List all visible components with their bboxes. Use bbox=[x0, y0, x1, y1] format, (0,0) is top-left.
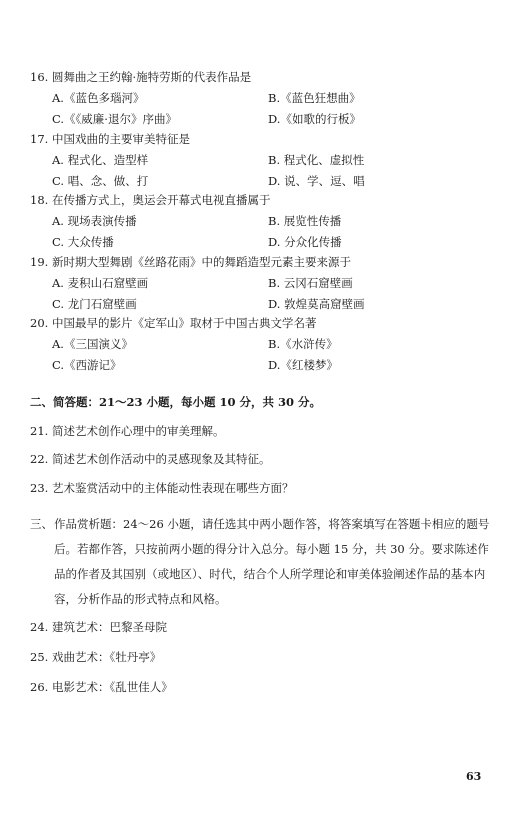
question-text: 中国戏曲的主要审美特征是 bbox=[51, 132, 190, 146]
option-c: C. 龙门石窟壁画 bbox=[52, 297, 137, 311]
option-b: B. 展览性传播 bbox=[268, 214, 342, 228]
page-number: 63 bbox=[466, 770, 482, 783]
question-stem bbox=[30, 131, 190, 147]
section-instructions: 作品赏析题：24～26 小题，请任选其中两小题作答，将答案填写在答题卡相应的题号后。若都作答，只按前两小题的得分计入总分。每小题 15 分，共 30 分。要求陈述作品的作者及其国别（或地区）、时代，结合个人所学理论和审美体验阐述作品的基本内容，分析作品的形式特点和风格。 bbox=[54, 517, 490, 606]
question-stem bbox=[30, 69, 251, 85]
short-answer-item: 23. 艺术鉴赏活动中的主体能动性表现在哪些方面？ bbox=[30, 481, 294, 495]
option-b: B.《蓝色狂想曲》 bbox=[268, 91, 361, 105]
option-d: D. 说、学、逗、唱 bbox=[268, 174, 365, 188]
option-a: A. 程式化、造型样 bbox=[52, 153, 149, 167]
question-text: 在传播方式上，奥运会开幕式电视直播属于 bbox=[51, 193, 271, 207]
option-a: A.《三国演义》 bbox=[52, 337, 133, 351]
question-text: 圆舞曲之王约翰·施特劳斯的代表作品是 bbox=[51, 70, 252, 84]
option-a: A. 现场表演传播 bbox=[52, 214, 137, 228]
question-stem bbox=[30, 254, 351, 270]
appreciation-item: 24. 建筑艺术：巴黎圣母院 bbox=[30, 620, 167, 634]
question-number: 17. bbox=[30, 132, 49, 146]
option-d: D.《红楼梦》 bbox=[268, 358, 338, 372]
option-c: C. 大众传播 bbox=[52, 235, 114, 249]
short-answer-item: 22. 简述艺术创作活动中的灵感现象及其特征。 bbox=[30, 452, 271, 466]
question-text: 新时期大型舞剧《丝路花雨》中的舞蹈造型元素主要来源于 bbox=[51, 255, 351, 269]
short-answer-item: 21. 简述艺术创作心理中的审美理解。 bbox=[30, 424, 225, 438]
option-d: D. 分众化传播 bbox=[268, 235, 342, 249]
question-stem bbox=[30, 192, 270, 208]
option-c: C. 唱、念、做、打 bbox=[52, 174, 149, 188]
option-d: D. 敦煌莫高窟壁画 bbox=[268, 297, 365, 311]
question-stem bbox=[30, 315, 316, 331]
question-number: 20. bbox=[30, 316, 49, 330]
option-b: B. 程式化、虚拟性 bbox=[268, 153, 365, 167]
question-number: 19. bbox=[30, 255, 49, 269]
section-label: 三、 bbox=[30, 517, 53, 531]
appreciation-item: 25. 戏曲艺术：《牡丹亭》 bbox=[30, 650, 162, 664]
question-text: 中国最早的影片《定军山》取材于中国古典文学名著 bbox=[51, 316, 317, 330]
option-a: A.《蓝色多瑙河》 bbox=[52, 91, 145, 105]
section-title: 二、简答题：21～23 小题，每小题 10 分，共 30 分。 bbox=[30, 395, 322, 409]
question-number: 16. bbox=[30, 70, 49, 84]
option-b: B.《水浒传》 bbox=[268, 337, 338, 351]
option-c: C.《《威廉·退尔》序曲》 bbox=[52, 112, 177, 126]
appreciation-item: 26. 电影艺术：《乱世佳人》 bbox=[30, 680, 173, 694]
option-c: C.《西游记》 bbox=[52, 358, 122, 372]
question-number: 18. bbox=[30, 193, 49, 207]
option-b: B. 云冈石窟壁画 bbox=[268, 276, 353, 290]
option-d: D.《如歌的行板》 bbox=[268, 112, 361, 126]
option-a: A. 麦积山石窟壁画 bbox=[52, 276, 149, 290]
